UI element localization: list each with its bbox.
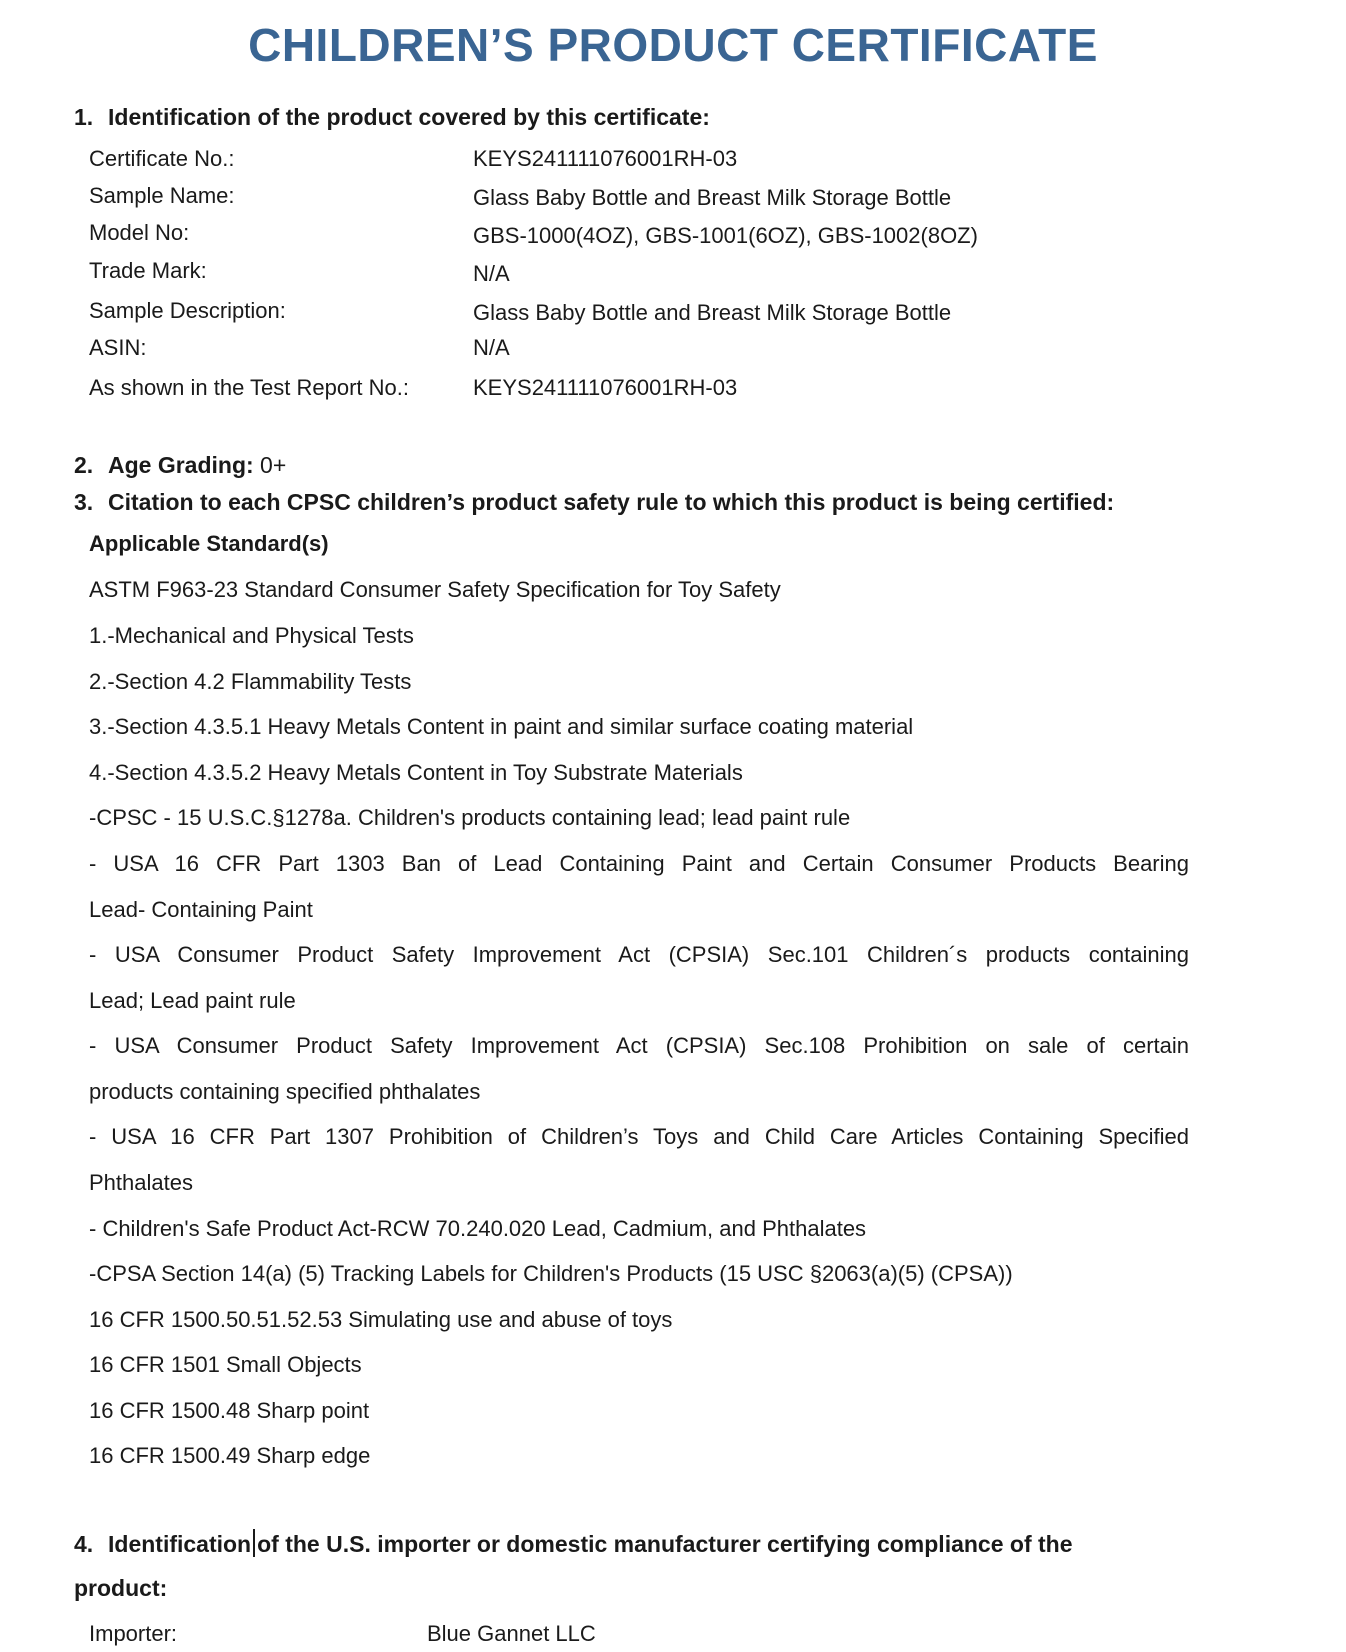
applicable-standards-heading: Applicable Standard(s) <box>89 531 329 556</box>
standard-line: -CPSA Section 14(a) (5) Tracking Labels for Children's Products (15 USC §2063(a)(5) (CPSA)) <box>89 1261 1013 1286</box>
field-value-certificate-no: KEYS241111076001RH-03 <box>473 146 738 171</box>
age-grading-value: 0+ <box>253 452 287 478</box>
field-value-sample-description: Glass Baby Bottle and Breast Milk Storage Bottle <box>473 300 952 325</box>
standard-line-continuation: products containing specified phthalates <box>89 1079 481 1104</box>
standard-line: 16 CFR 1500.48 Sharp point <box>89 1398 370 1423</box>
standard-line-continuation: Lead- Containing Paint <box>89 897 313 922</box>
field-label-test-report-no: As shown in the Test Report No.: <box>89 375 409 400</box>
section-1-heading-text: Identification of the product covered by this certificate: <box>108 104 710 130</box>
page-title: CHILDREN’S PRODUCT CERTIFICATE <box>248 19 1098 71</box>
section-1-heading <box>74 104 710 131</box>
field-value-asin: N/A <box>473 335 510 360</box>
section-3-heading-text: Citation to each CPSC children’s product safety rule to which this product is being certified: <box>108 489 1115 515</box>
standard-line: 2.-Section 4.2 Flammability Tests <box>89 669 412 694</box>
standard-line-continuation: Lead; Lead paint rule <box>89 988 296 1013</box>
field-label-sample-name: Sample Name: <box>89 183 235 208</box>
section-2-heading-text: Age Grading: <box>108 452 254 478</box>
section-3-heading <box>74 489 1114 516</box>
standard-line: 16 CFR 1500.49 Sharp edge <box>89 1443 371 1468</box>
field-value-trade-mark: N/A <box>473 261 510 286</box>
standard-line-wrapped: - USA Consumer Product Safety Improvement Act (CPSIA) Sec.108 Prohibition on sale of certain <box>89 1033 1189 1058</box>
section-4-heading <box>74 1529 1073 1558</box>
importer-label: Importer: <box>89 1621 178 1646</box>
standard-line-wrapped: - USA 16 CFR Part 1303 Ban of Lead Containing Paint and Certain Consumer Products Bearing <box>89 851 1189 876</box>
text-cursor <box>253 1529 255 1557</box>
standard-line: 16 CFR 1501 Small Objects <box>89 1352 362 1377</box>
field-label-certificate-no: Certificate No.: <box>89 146 235 171</box>
standard-line-wrapped: - USA 16 CFR Part 1307 Prohibition of Children’s Toys and Child Care Articles Containing Specified <box>89 1124 1189 1149</box>
section-4-heading-part2: of the U.S. importer or domestic manufacturer certifying compliance of the <box>257 1531 1073 1557</box>
standard-line-continuation: Phthalates <box>89 1170 193 1195</box>
standard-line: 3.-Section 4.3.5.1 Heavy Metals Content in paint and similar surface coating material <box>89 714 914 739</box>
section-2-heading <box>74 452 286 479</box>
standard-line-wrapped: - USA Consumer Product Safety Improvement Act (CPSIA) Sec.101 Children´s products containing <box>89 942 1189 967</box>
field-value-test-report-no: KEYS241111076001RH-03 <box>473 375 738 400</box>
section-4-heading-part1: Identification <box>108 1531 252 1557</box>
field-label-trade-mark: Trade Mark: <box>89 258 207 283</box>
section-1-number: 1. <box>74 104 94 130</box>
field-value-model-no: GBS-1000(4OZ), GBS-1001(6OZ), GBS-1002(8OZ) <box>473 223 978 248</box>
standard-line: 4.-Section 4.3.5.2 Heavy Metals Content in Toy Substrate Materials <box>89 760 743 785</box>
standard-line: ASTM F963-23 Standard Consumer Safety Specification for Toy Safety <box>89 577 781 602</box>
standard-line: 16 CFR 1500.50.51.52.53 Simulating use and abuse of toys <box>89 1307 673 1332</box>
field-label-asin: ASIN: <box>89 335 147 360</box>
field-label-model-no: Model No: <box>89 220 190 245</box>
field-value-sample-name: Glass Baby Bottle and Breast Milk Storage Bottle <box>473 185 952 210</box>
importer-value: Blue Gannet LLC <box>427 1621 596 1646</box>
standard-line: 1.-Mechanical and Physical Tests <box>89 623 414 648</box>
section-4-number: 4. <box>74 1531 94 1557</box>
section-3-number: 3. <box>74 489 94 515</box>
section-4-heading-line2: product: <box>74 1575 168 1601</box>
section-2-number: 2. <box>74 452 94 478</box>
field-label-sample-description: Sample Description: <box>89 298 286 323</box>
standard-line: -CPSC - 15 U.S.C.§1278a. Children's products containing lead; lead paint rule <box>89 805 851 830</box>
standard-line: - Children's Safe Product Act-RCW 70.240.020 Lead, Cadmium, and Phthalates <box>89 1216 867 1241</box>
